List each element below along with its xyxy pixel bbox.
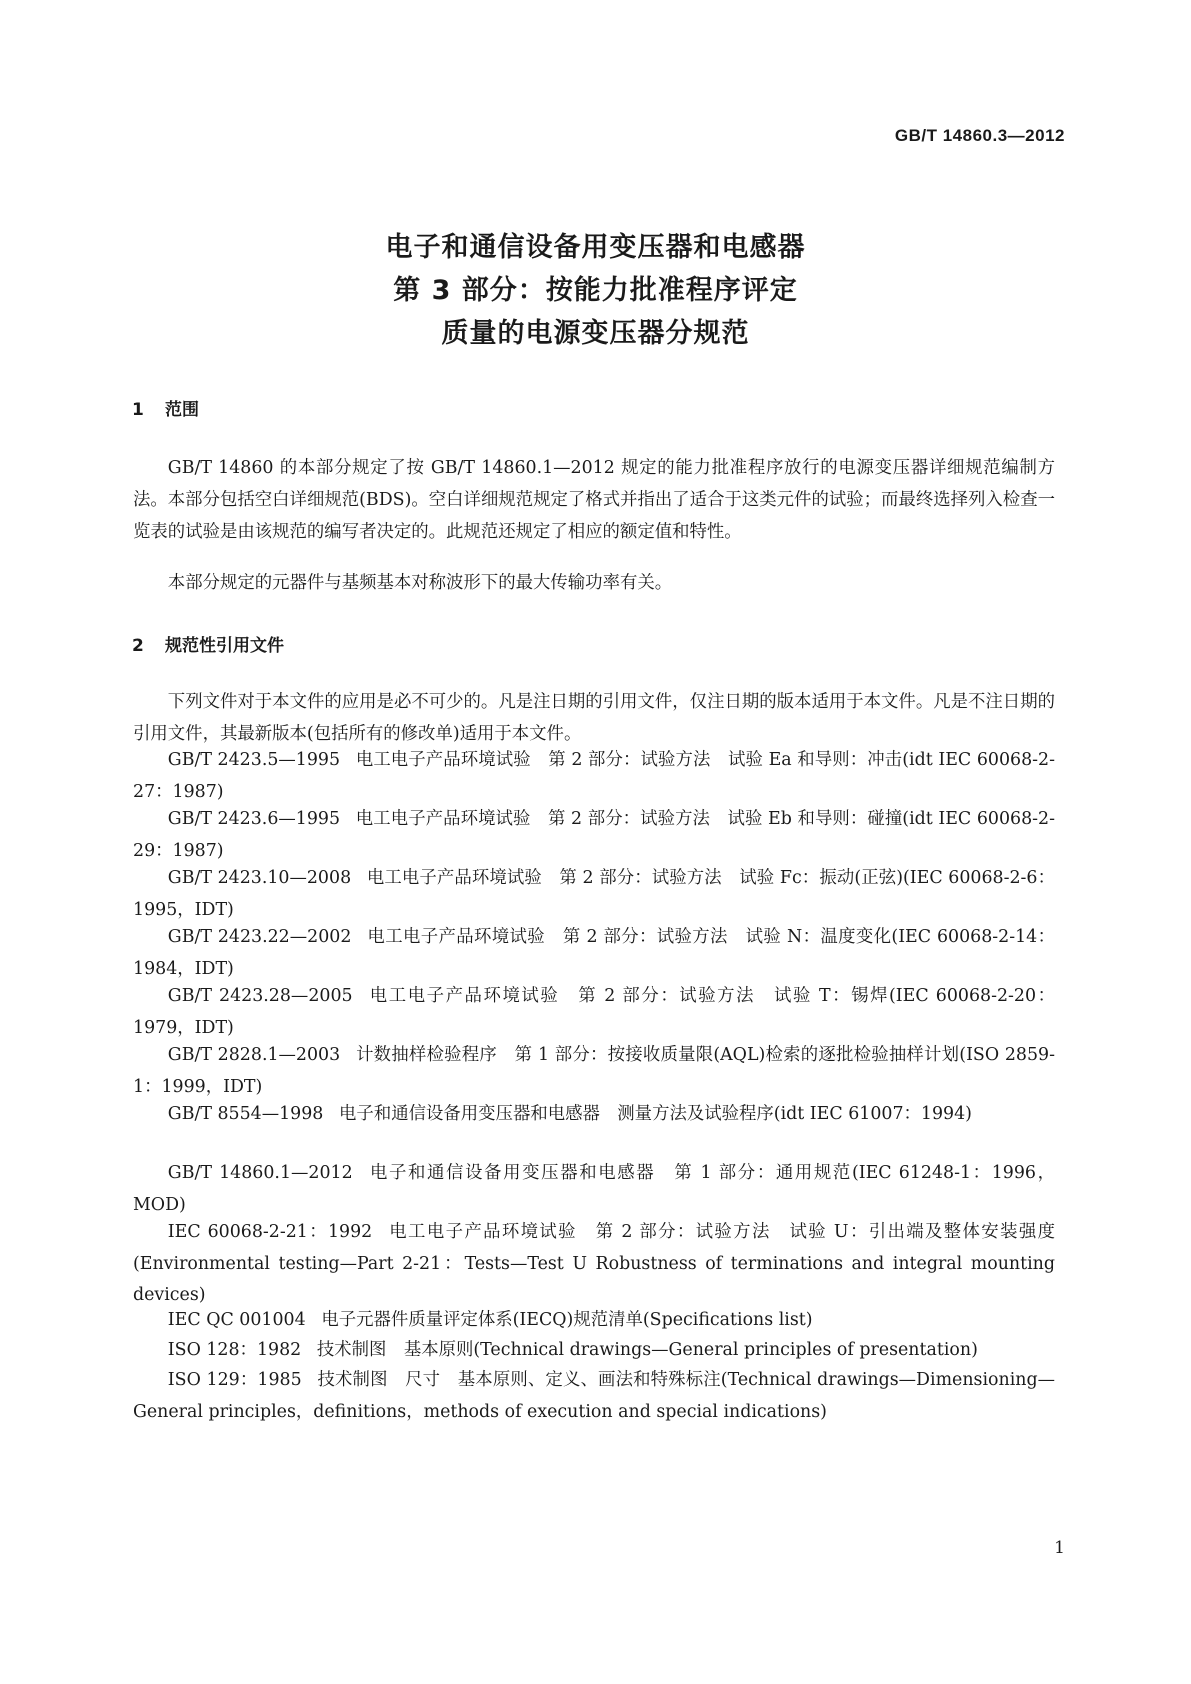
title-line-1: 电子和通信设备用变压器和电感器	[385, 232, 806, 263]
reference-code: GB/T 2423.22—2002	[167, 927, 352, 947]
reference-text: 电工电子产品环境试验 第 2 部分：试验方法 试验 Eb 和导则：碰撞(idt IEC 60068-2-29：1987)	[133, 809, 1055, 861]
reference-text: 电工电子产品环境试验 第 2 部分：试验方法 试验 N：温度变化(IEC 60068-2-14：1984，IDT)	[133, 927, 1055, 979]
section-1-number: 1	[132, 400, 144, 420]
reference-code: GB/T 14860.1—2012	[167, 1163, 353, 1183]
reference-text: 电工电子产品环境试验 第 2 部分：试验方法 试验 Fc：振动(正弦)(IEC 60068-2-6：1995，IDT)	[133, 868, 1055, 920]
reference-code: GB/T 2423.28—2005	[167, 986, 353, 1006]
reference-code: GB/T 2423.6—1995	[167, 809, 341, 829]
section-1-heading	[132, 395, 199, 420]
title-line-2: 第 3 部分：按能力批准程序评定	[393, 275, 798, 306]
section-2-heading	[132, 631, 284, 656]
section-2-intro: 下列文件对于本文件的应用是必不可少的。凡是注日期的引用文件，仅注日期的版本适用于本文件。凡是不注日期的引用文件，其最新版本(包括所有的修改单)适用于本文件。	[133, 692, 1055, 744]
section-2-title: 规范性引用文件	[165, 636, 284, 656]
reference-item	[133, 1365, 1055, 1428]
reference-code: ISO 129：1985	[167, 1370, 302, 1390]
reference-item	[133, 922, 1055, 985]
reference-text: 技术制图 基本原则(Technical drawings—General principles of presentation)	[316, 1340, 978, 1360]
reference-code: GB/T 2423.10—2008	[167, 868, 352, 888]
section-1-paragraph-1: GB/T 14860 的本部分规定了按 GB/T 14860.1—2012 规定的能力批准程序放行的电源变压器详细规范编制方法。本部分包括空白详细规范(BDS)。空白详细规范规定了格式并指出了适合于这类元件的试验；而最终选择列入检查一览表的试验是由该规范的编写者决定的。此规范还规定了相应的额定值和特性。	[133, 458, 1055, 542]
reference-code: IEC QC 001004	[167, 1310, 306, 1330]
reference-text: 电子元器件质量评定体系(IECQ)规范清单(Specifications list)	[321, 1310, 813, 1330]
reference-code: ISO 128：1982	[167, 1340, 302, 1360]
section-1-title: 范围	[165, 400, 199, 420]
reference-item	[133, 804, 1055, 867]
reference-code: GB/T 2828.1—2003	[167, 1045, 341, 1065]
reference-text: 计数抽样检验程序 第 1 部分：按接收质量限(AQL)检索的逐批检验抽样计划(ISO 2859-1：1999，IDT)	[133, 1045, 1055, 1097]
reference-text: 电工电子产品环境试验 第 2 部分：试验方法 试验 T：锡焊(IEC 60068-2-20：1979，IDT)	[133, 986, 1055, 1038]
standard-code: GB/T 14860.3—2012	[894, 126, 1065, 145]
reference-item	[133, 1217, 1055, 1312]
reference-code: GB/T 2423.5—1995	[167, 750, 341, 770]
title-line-3: 质量的电源变压器分规范	[441, 318, 750, 349]
reference-item	[133, 745, 1055, 808]
reference-item	[133, 1305, 1055, 1337]
reference-code: IEC 60068-2-21：1992	[167, 1222, 373, 1242]
reference-item	[133, 981, 1055, 1044]
reference-text: 电工电子产品环境试验 第 2 部分：试验方法 试验 Ea 和导则：冲击(idt IEC 60068-2-27：1987)	[133, 750, 1055, 802]
reference-item	[133, 1158, 1055, 1221]
document-title	[0, 226, 1191, 355]
reference-text: 电子和通信设备用变压器和电感器 第 1 部分：通用规范(IEC 61248-1：1996，MOD)	[133, 1163, 1055, 1215]
page-number: 1	[1054, 1538, 1065, 1558]
reference-text: 技术制图 尺寸 基本原则、定义、画法和特殊标注(Technical drawings—Dimensioning—General principles，definitions，methods of execution and special indications)	[133, 1370, 1055, 1422]
reference-item	[133, 1099, 1055, 1131]
reference-text: 电子和通信设备用变压器和电感器 测量方法及试验程序(idt IEC 61007：1994)	[339, 1104, 972, 1124]
reference-text: 电工电子产品环境试验 第 2 部分：试验方法 试验 U：引出端及整体安装强度(Environmental testing—Part 2-21：Tests—Test U Robustness of terminations and integral mounting devices)	[133, 1222, 1055, 1305]
section-2-number: 2	[132, 636, 144, 656]
reference-code: GB/T 8554—1998	[167, 1104, 324, 1124]
section-1-paragraph-2: 本部分规定的元器件与基频基本对称波形下的最大传输功率有关。	[167, 573, 673, 593]
reference-item	[133, 1040, 1055, 1103]
reference-item	[133, 1335, 1055, 1367]
reference-item	[133, 863, 1055, 926]
